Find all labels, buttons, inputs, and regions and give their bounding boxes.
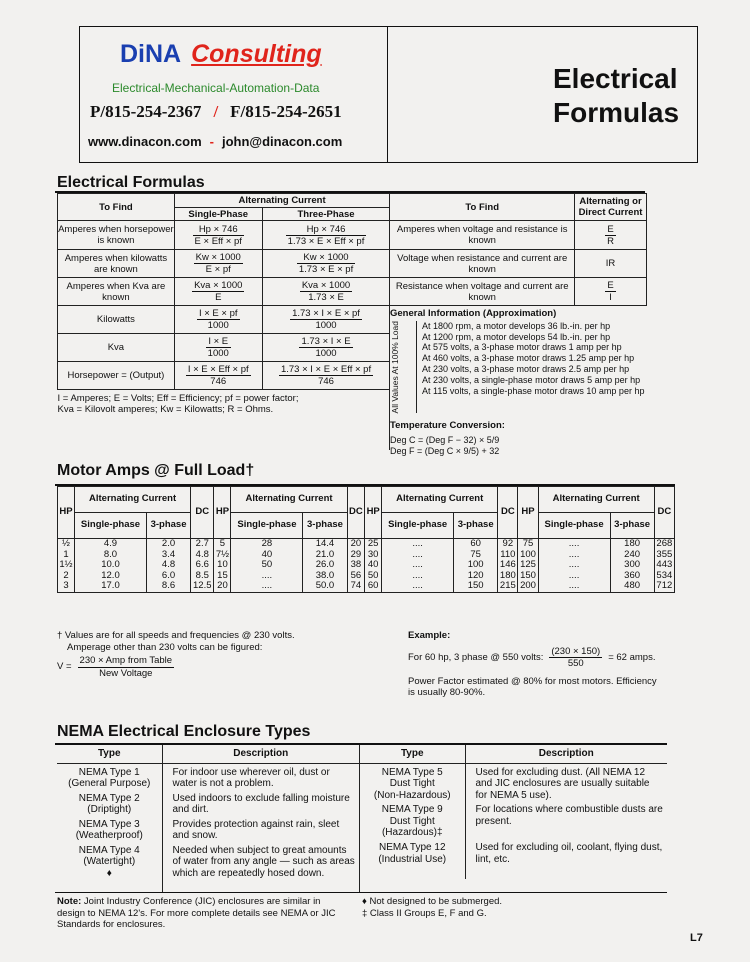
col-single: Single-Phase	[174, 208, 262, 221]
nema-type: NEMA Type 5 Dust Tight (Non-Hazardous)	[373, 766, 451, 801]
page-number: L7	[690, 932, 703, 944]
formulas-title: Electrical Formulas	[57, 174, 205, 191]
table-cell: ....	[382, 581, 454, 592]
col-single-phase: Single-phase	[75, 513, 147, 539]
col-to-find: To Find	[58, 194, 175, 221]
table-cell: 355	[654, 550, 674, 561]
table-cell: 74	[347, 581, 365, 592]
col-single-phase: Single-phase	[382, 513, 454, 539]
table-cell: 7½	[215, 548, 230, 560]
table-cell: 38	[347, 560, 365, 571]
col-ac: Alternating Current	[382, 487, 498, 513]
table-cell: 200	[518, 581, 538, 592]
col-ac: Alternating Current	[231, 487, 347, 513]
table-cell: ....	[231, 581, 303, 592]
table-cell: 14.4	[303, 539, 347, 550]
table-cell: 29	[347, 550, 365, 561]
table-row	[58, 571, 675, 582]
formula-row: Amperes when horsepower is known $\frac{Hp \times 746}{\text{E × Eff × pf}}$ $\frac{Hp \times 746}{\text{1.73 × E × Eff × pf}}$ Amperes when voltage and resistance is known $\frac{E}{R}$	[58, 221, 647, 250]
table-cell: 712	[654, 581, 674, 592]
phone-number: P/815-254-2367	[90, 102, 202, 121]
table-cell: 17.0	[75, 581, 147, 592]
table-cell: 20	[214, 581, 231, 592]
table-cell: 2.0	[146, 539, 190, 550]
table-cell: ½	[58, 539, 75, 550]
col-dc: DC	[498, 487, 518, 539]
general-info-title: General Information (Approximation)	[390, 308, 557, 319]
table-cell: 110	[498, 550, 518, 561]
table-cell: 180	[498, 571, 518, 582]
table-row	[58, 550, 675, 561]
col-three: Three-Phase	[262, 208, 390, 221]
nema-description: Used for excluding dust. (All NEMA 12 and JIC enclosures are usually suitable for NEMA 5 use).	[465, 763, 667, 801]
tagline: Electrical-Mechanical-Automation-Data	[112, 81, 320, 95]
table-cell: 25	[365, 539, 382, 550]
col-hp: HP	[365, 487, 382, 539]
formula-row: Kva $\frac{I \times E}{1000}$ $\frac{1.73 \times I \times E}{1000}$	[58, 334, 647, 362]
table-cell: 146	[498, 560, 518, 571]
table-cell: 1	[58, 550, 75, 561]
brand-name: DiNA	[120, 40, 182, 68]
table-cell: 8.6	[146, 581, 190, 592]
table-cell: 4.8	[146, 560, 190, 571]
nema-type: NEMA Type 2 (Driptight)	[78, 792, 140, 815]
table-cell: ....	[538, 581, 610, 592]
page-title: Electrical Formulas	[553, 63, 680, 128]
motor-footnote: † Values are for all speeds and frequencies @ 230 volts. Amperage other than 230 volts can be figured: V = $\frac{\text{230 × Amp from Table}}{\text{New Voltage}}$	[57, 630, 295, 679]
table-cell: 2	[58, 571, 75, 582]
temp-title: Temperature Conversion:	[390, 420, 505, 432]
table-cell: 100	[454, 560, 498, 571]
table-cell: 12.0	[75, 571, 147, 582]
col-single-phase: Single-phase	[231, 513, 303, 539]
table-cell: 2.7	[191, 539, 214, 550]
nema-description: For locations where combustible dusts are present.	[465, 801, 667, 839]
table-cell: 8.0	[75, 550, 147, 561]
table-cell: 30	[365, 550, 382, 561]
nema-note: Note: Joint Industry Conference (JIC) enclosures are similar in design to NEMA 12's. For more complete details see NEMA or JIC Standards for enclosures.	[57, 896, 336, 930]
table-cell: 215	[498, 581, 518, 592]
nema-row	[360, 763, 667, 801]
table-cell: 6.0	[146, 571, 190, 582]
table-cell: 480	[610, 581, 654, 592]
brand-logo	[120, 40, 322, 69]
table-cell: 75	[454, 550, 498, 561]
nema-row	[57, 763, 359, 790]
nema-description: Needed when subject to great amounts of water from any angle — such as areas which are repeatedly hosed down.	[162, 842, 359, 892]
table-cell: 92	[498, 539, 518, 550]
divider	[55, 892, 667, 893]
table-cell: 150	[518, 571, 538, 582]
table-cell: 4.8	[191, 550, 214, 561]
nema-row	[360, 801, 667, 839]
table-cell: 360	[610, 571, 654, 582]
table-cell: 40	[231, 550, 303, 561]
col-three-phase: 3-phase	[610, 513, 654, 539]
col-hp: HP	[214, 487, 231, 539]
table-cell: 21.0	[303, 550, 347, 561]
table-cell: 150	[454, 581, 498, 592]
col-to-find-2: To Find	[390, 194, 575, 221]
motor-amps-title: Motor Amps @ Full Load†	[57, 462, 255, 479]
col-hp: HP	[58, 487, 75, 539]
col-dc: DC	[191, 487, 214, 539]
email-link[interactable]: john@dinacon.com	[222, 134, 343, 149]
col-ac: Alternating Current	[75, 487, 191, 513]
example-block: Example: For 60 hp, 3 phase @ 550 volts: $\frac{(230 \times 150)}{550}$ = 62 amps. Power Factor estimated @ 80% for most motors. Efficiency is usually 80-90%.	[408, 630, 657, 698]
website-link[interactable]: www.dinacon.com	[88, 134, 202, 149]
table-cell: 268	[654, 539, 674, 550]
table-cell: 20	[347, 539, 365, 550]
table-row	[58, 560, 675, 571]
table-cell: 125	[518, 560, 538, 571]
formula-row: Amperes when kilowatts are known $\frac{Kw \times 1000}{E \times pf}$ $\frac{Kw \times 1000}{1.73 \times E \times pf}$ Voltage when resistance and current are known IR	[58, 250, 647, 278]
table-cell: 443	[654, 560, 674, 571]
table-cell: ....	[382, 571, 454, 582]
table-cell: ....	[538, 550, 610, 561]
contact-line: www.dinacon.com - john@dinacon.com	[88, 134, 343, 149]
motor-amps-table	[57, 486, 675, 593]
nema-title: NEMA Electrical Enclosure Types	[57, 723, 311, 740]
nema-row	[360, 839, 667, 879]
table-cell: 50.0	[303, 581, 347, 592]
nema-description: Used indoors to exclude falling moisture and dirt.	[162, 790, 359, 816]
nema-row	[57, 842, 359, 892]
nema-type: NEMA Type 4 (Watertight) ♦	[78, 844, 140, 879]
table-cell: ....	[231, 571, 303, 582]
table-cell: 50	[365, 571, 382, 582]
table-cell: 38.0	[303, 571, 347, 582]
side-label: All Values At 100% Load	[390, 320, 400, 414]
col-three-phase: 3-phase	[454, 513, 498, 539]
table-cell: 1½	[59, 559, 73, 570]
table-cell: 10	[214, 560, 231, 571]
header-divider	[387, 26, 388, 163]
table-row	[58, 539, 675, 550]
table-cell: ....	[538, 560, 610, 571]
table-cell: 4.9	[75, 539, 147, 550]
nema-description: Provides protection against rain, sleet and snow.	[162, 816, 359, 842]
table-cell: 60	[365, 581, 382, 592]
table-cell: ....	[538, 539, 610, 550]
brand-consulting: Consulting	[191, 40, 322, 68]
nema-description: For indoor use wherever oil, dust or water is not a problem.	[162, 763, 359, 790]
table-cell: 28	[231, 539, 303, 550]
table-cell: 8.5	[191, 571, 214, 582]
table-cell: ....	[382, 560, 454, 571]
table-cell: 10.0	[75, 560, 147, 571]
general-info: General Information (Approximation) All Values At 100% Load At 1800 rpm, a motor develops 36 lb.-in. per hp At 1200 rpm, a motor develops 54 lb.-in. per hp At 575 volts, a 3-phase motor draws 1 amp per hp At 460 volts, a 3-phase motor draws 1.25 amp per hp At 230 volts, a 3-phase motor draws 2.5 amp per hp At 230 volts, a single-phase motor draws 5 amp per hp At 115 volts, a single-phase motor draws 10 amp per hp Temperature Conversion: Deg C = (Deg F − 32) × 5/9 Deg F = (Deg C × 9/5) + 32	[390, 309, 660, 457]
table-cell: 60	[454, 539, 498, 550]
nema-row	[57, 790, 359, 816]
nema-description: Used for excluding oil, coolant, flying dust, lint, etc.	[465, 839, 667, 879]
nema-row	[57, 816, 359, 842]
table-row	[58, 581, 675, 592]
nema-footnotes: ♦ Not designed to be submerged. ‡ Class II Groups E, F and G.	[362, 896, 503, 919]
table-cell: 240	[610, 550, 654, 561]
table-cell: 3.4	[146, 550, 190, 561]
phone-line: P/815-254-2367 / F/815-254-2651	[90, 102, 342, 121]
table-cell: 15	[214, 571, 231, 582]
table-cell: 5	[214, 539, 231, 550]
table-cell: ....	[382, 550, 454, 561]
nema-table: Type Description NEMA Type 1 (General Purpose) For indoor use wherever oil, dust or water is not a problem. NEMA Type 2 (Driptight) Used indoors to exclude falling moisture and dirt. NEMA Type 3 (Weatherproof) Provides protection against rain, sleet and snow. NEMA Type 4 (Watertight) ♦ Needed when subject to great amounts of water from any angle — such as areas which are repeatedly hosed down. Type Description NEMA Type 5 Dust Tight (Non-Hazardous) Used for excluding dust. (All NEMA 12 and JIC enclosures are usually suitable for NEMA 5 use). NEMA Type 9 Dust Tight (Hazardous)‡ For locations where combustible dusts are present. NEMA Type 12 (Industrial Use) Used for excluding oil, coolant, flying dust, lint, etc.	[57, 745, 667, 893]
table-cell: 26.0	[303, 560, 347, 571]
table-cell: ....	[538, 571, 610, 582]
table-cell: 120	[454, 571, 498, 582]
table-cell: 50	[231, 560, 303, 571]
table-cell: 12.5	[191, 581, 214, 592]
formula-legend: I = Amperes; E = Volts; Eff = Efficiency; pf = power factor; Kva = Kilovolt amperes; Kw = Kilowatts; R = Ohms.	[58, 390, 390, 450]
table-cell: 100	[518, 550, 538, 561]
nema-type: NEMA Type 12 (Industrial Use)	[378, 842, 447, 865]
table-cell: 6.6	[191, 560, 214, 571]
table-cell: 40	[365, 560, 382, 571]
col-three-phase: 3-phase	[303, 513, 347, 539]
col-dc: DC	[654, 487, 674, 539]
col-acdc: Alternating or Direct Current	[575, 194, 647, 221]
table-cell: 300	[610, 560, 654, 571]
col-ac: Alternating Current	[538, 487, 654, 513]
table-cell: 534	[654, 571, 674, 582]
table-cell: 3	[58, 581, 75, 592]
table-cell: ....	[382, 539, 454, 550]
nema-type: NEMA Type 1 (General Purpose)	[68, 766, 151, 789]
nema-type: NEMA Type 9 Dust Tight (Hazardous)‡	[381, 804, 443, 838]
nema-type: NEMA Type 3 (Weatherproof)	[75, 818, 143, 841]
col-ac: Alternating Current	[174, 194, 390, 208]
formula-row: Horsepower = (Output) $\frac{\text{I × E × Eff × pf}}{746}$ $\frac{\text{1.73 × I × E × Eff × pf}}{746}$	[58, 362, 647, 390]
table-cell: 56	[347, 571, 365, 582]
formula-row: Kilowatts $\frac{I \times E \times pf}{1000}$ $\frac{1.73 \times I \times E \times pf}{1000}$	[58, 306, 647, 334]
col-hp: HP	[518, 487, 538, 539]
col-dc: DC	[347, 487, 365, 539]
col-single-phase: Single-phase	[538, 513, 610, 539]
table-cell: 180	[610, 539, 654, 550]
table-cell: 75	[518, 539, 538, 550]
col-three-phase: 3-phase	[146, 513, 190, 539]
formula-row: Amperes when Kva are known $\frac{\text{Kva × 1000}}{E}$ $\frac{\text{Kva × 1000}}{1.73 \times E}$ Resistance when voltage and current are known $\frac{E}{I}$	[58, 278, 647, 306]
fax-number: F/815-254-2651	[230, 102, 342, 121]
